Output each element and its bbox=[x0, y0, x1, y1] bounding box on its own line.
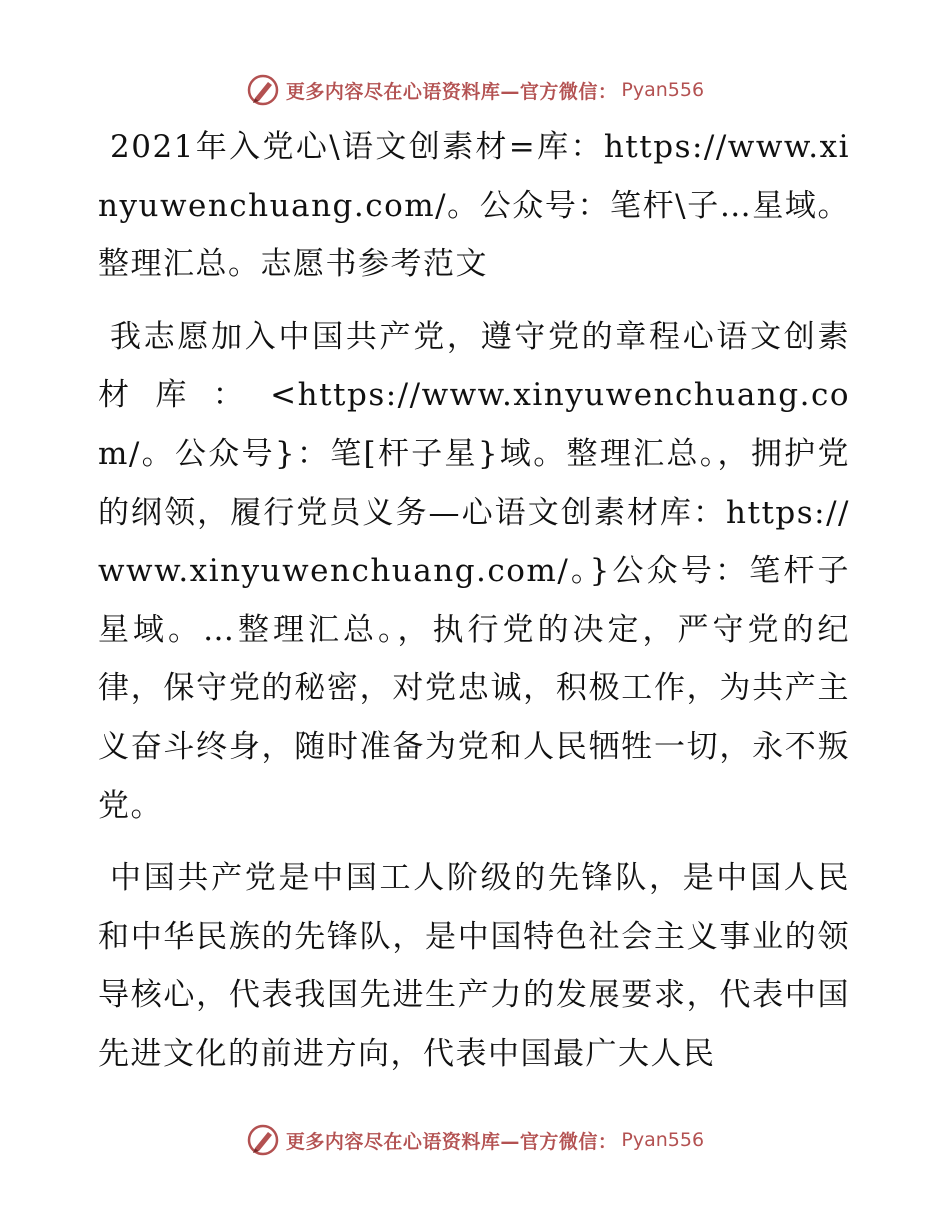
paragraph-oath: 我志愿加入中国共产党，遵守党的章程心语文创素材库：<https://www.xinyuwenchuang.com/。公众号}：笔[杆子星}域。整理汇总。，拥护党的纲领，履行党员义务—心语文创素材库：https://www.xinyuwenchuang.com/。}公众号：笔杆子星域。…整理汇总。，执行党的决定，严守党的纪律，保守党的秘密，对党忠诚，积极工作，为共产主义奋斗终身，随时准备为党和人民牺牲一切，永不叛党。 bbox=[98, 318, 850, 824]
pen-logo-icon bbox=[246, 1123, 280, 1157]
document-body bbox=[98, 118, 850, 1098]
paragraph-party-description: 中国共产党是中国工人阶级的先锋队，是中国人民和中华民族的先锋队，是中国特色社会主义事业的领导核心，代表我国先进生产力的发展要求，代表中国先进文化的前进方向，代表中国最广大人民 bbox=[98, 860, 850, 1072]
banner-text: 更多内容尽在心语资料库—官方微信： bbox=[285, 80, 618, 103]
banner-contact: Pyan556 bbox=[621, 79, 705, 101]
header-banner bbox=[0, 70, 950, 110]
footer-banner-text: 更多内容尽在心语资料库—官方微信： bbox=[285, 1130, 618, 1153]
paragraph-intro: 2021年入党心\语文创素材=库：https://www.xinyuwenchuang.com/。公众号：笔杆\子…星域。整理汇总。志愿书参考范文 bbox=[98, 129, 850, 283]
footer-banner bbox=[0, 1120, 950, 1160]
pen-logo-icon bbox=[246, 73, 280, 107]
footer-banner-contact: Pyan556 bbox=[621, 1129, 705, 1151]
